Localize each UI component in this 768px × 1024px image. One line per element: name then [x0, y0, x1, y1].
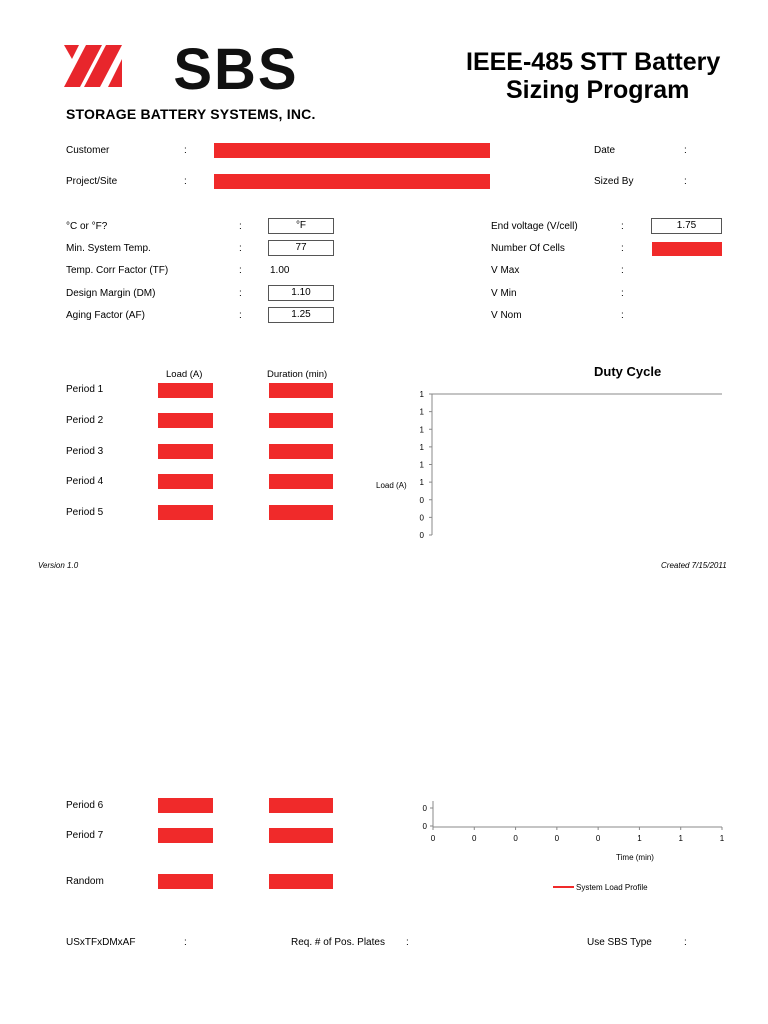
x-tick-label: 0 — [554, 834, 560, 843]
x-tick-label: 0 — [430, 834, 436, 843]
sbs-logo — [64, 42, 354, 102]
vnom-colon: : — [621, 310, 624, 321]
unit-input[interactable]: °F — [268, 218, 334, 234]
period-5-duration[interactable] — [269, 505, 333, 520]
page-title-line2: Sizing Program — [506, 76, 690, 104]
af-label: Aging Factor (AF) — [66, 310, 145, 321]
dm-input[interactable]: 1.10 — [268, 285, 334, 301]
use-type-label: Use SBS Type — [587, 937, 652, 948]
project-colon: : — [184, 176, 187, 187]
period-6-duration[interactable] — [269, 798, 333, 813]
period-1-load[interactable] — [158, 383, 213, 398]
period-1-duration[interactable] — [269, 383, 333, 398]
period-2-load[interactable] — [158, 413, 213, 428]
dm-colon: : — [239, 288, 242, 299]
y-tick-label: 0 — [422, 804, 427, 813]
vmax-colon: : — [621, 265, 624, 276]
random-duration[interactable] — [269, 874, 333, 889]
min-temp-input[interactable]: 77 — [268, 240, 334, 256]
period-3-duration[interactable] — [269, 444, 333, 459]
random-load[interactable] — [158, 874, 213, 889]
period-7-label: Period 7 — [66, 830, 104, 841]
x-tick-label: 1 — [637, 834, 642, 843]
y-tick-label: 1 — [419, 425, 424, 435]
load-profile-chart — [400, 795, 740, 900]
af-colon: : — [239, 310, 242, 321]
period-2-duration[interactable] — [269, 413, 333, 428]
period-5-load[interactable] — [158, 505, 213, 520]
project-field[interactable] — [214, 174, 490, 189]
unit-colon: : — [239, 221, 242, 232]
tf-colon: : — [239, 265, 242, 276]
y-axis-label: Load (A) — [376, 481, 407, 490]
end-voltage-label: End voltage (V/cell) — [491, 221, 578, 232]
vmin-colon: : — [621, 288, 624, 299]
period-1-label: Period 1 — [66, 384, 104, 395]
period-6-load[interactable] — [158, 798, 213, 813]
period-6-label: Period 6 — [66, 800, 104, 811]
date-label: Date — [594, 145, 616, 156]
created-text: Created 7/15/2011 — [661, 561, 727, 570]
chart-title: Duty Cycle — [594, 364, 662, 379]
y-tick-label: 1 — [419, 478, 424, 488]
period-3-label: Period 3 — [66, 446, 104, 457]
customer-colon: : — [184, 145, 187, 156]
date-colon: : — [684, 145, 687, 156]
y-tick-label: 1 — [419, 460, 424, 470]
duration-header: Duration (min) — [267, 369, 328, 380]
sized-by-colon: : — [684, 176, 687, 187]
period-2-label: Period 2 — [66, 415, 104, 426]
page-title-line1: IEEE-485 STT Battery — [466, 48, 721, 76]
duty-cycle-chart — [370, 380, 730, 540]
use-type-colon: : — [684, 937, 687, 948]
legend-entry: System Load Profile — [576, 883, 648, 892]
period-4-load[interactable] — [158, 474, 213, 489]
end-voltage-colon: : — [621, 221, 624, 232]
random-label: Random — [66, 876, 104, 887]
cells-colon: : — [621, 243, 624, 254]
load-header: Load (A) — [166, 369, 203, 380]
min-temp-label: Min. System Temp. — [66, 243, 151, 254]
period-7-duration[interactable] — [269, 828, 333, 843]
period-7-load[interactable] — [158, 828, 213, 843]
period-5-label: Period 5 — [66, 507, 104, 518]
period-4-duration[interactable] — [269, 474, 333, 489]
x-tick-label: 1 — [719, 834, 725, 843]
unit-label: °C or °F? — [66, 221, 108, 232]
tf-label: Temp. Corr Factor (TF) — [66, 265, 169, 276]
x-tick-label: 1 — [678, 834, 683, 843]
x-axis-label: Time (min) — [616, 853, 654, 862]
x-tick-label: 0 — [472, 834, 477, 843]
period-4-label: Period 4 — [66, 476, 104, 487]
tf-value: 1.00 — [270, 265, 290, 276]
company-name: STORAGE BATTERY SYSTEMS, INC. — [66, 106, 316, 122]
customer-label: Customer — [66, 145, 110, 156]
end-voltage-input[interactable]: 1.75 — [651, 218, 722, 234]
usxtf-label: USxTFxDMxAF — [66, 937, 136, 948]
project-label: Project/Site — [66, 176, 118, 187]
vmax-label: V Max — [491, 265, 520, 276]
req-plates-colon: : — [406, 937, 409, 948]
logo-brand-text: SBS — [173, 42, 299, 102]
usxtf-colon: : — [184, 937, 187, 948]
y-tick-label: 1 — [419, 390, 424, 399]
y-tick-label: 1 — [419, 407, 424, 417]
y-tick-label: 0 — [422, 822, 427, 831]
y-tick-label: 0 — [419, 495, 424, 505]
y-tick-label: 0 — [419, 513, 424, 523]
y-tick-label: 0 — [419, 531, 424, 540]
customer-field[interactable] — [214, 143, 490, 158]
af-input[interactable]: 1.25 — [268, 307, 334, 323]
vmin-label: V Min — [491, 288, 517, 299]
y-tick-label: 1 — [419, 442, 424, 452]
version-text: Version 1.0 — [38, 561, 79, 570]
min-temp-colon: : — [239, 243, 242, 254]
x-tick-label: 0 — [513, 834, 518, 843]
period-3-load[interactable] — [158, 444, 213, 459]
cells-field[interactable] — [652, 242, 722, 256]
x-tick-label: 0 — [595, 834, 601, 843]
cells-label: Number Of Cells — [491, 243, 565, 254]
sized-by-label: Sized By — [594, 176, 634, 187]
logo-stripe-mark-3 — [64, 45, 79, 59]
req-plates-label: Req. # of Pos. Plates — [291, 937, 385, 948]
vnom-label: V Nom — [491, 310, 522, 321]
dm-label: Design Margin (DM) — [66, 288, 156, 299]
